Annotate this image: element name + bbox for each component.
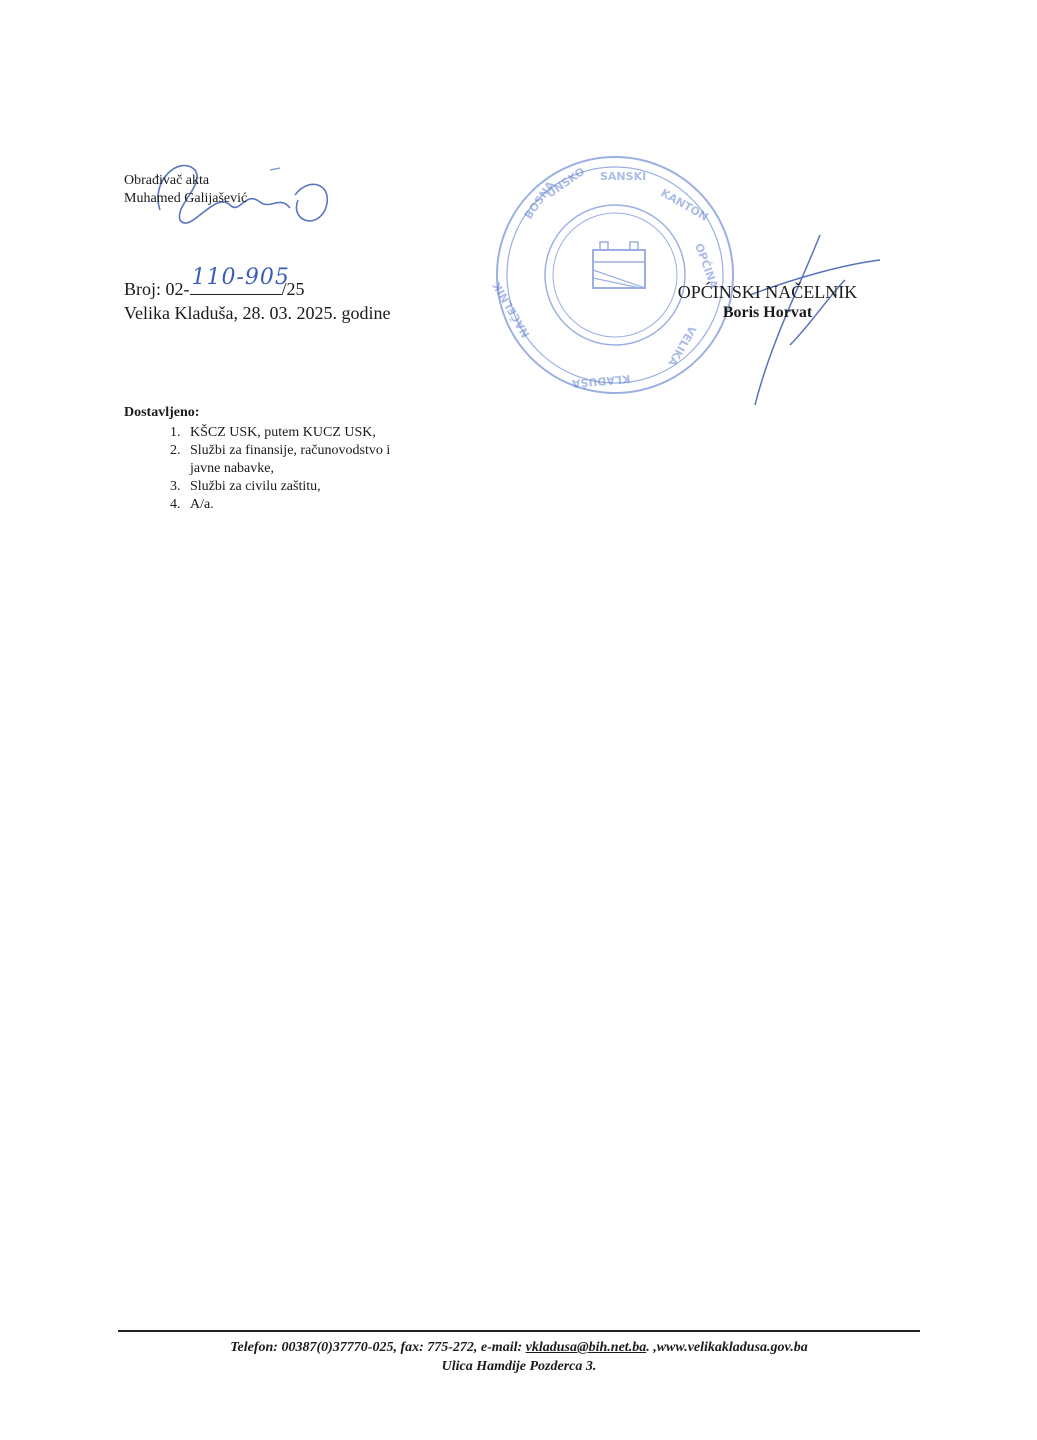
signatory-block [660,281,875,323]
footer-divider [118,1330,920,1332]
delivery-title: Dostavljeno: [124,405,200,420]
ref-number-handwritten: 110-905 [191,265,290,290]
footer-address: Ulica Hamdije Pozderca 3. [441,1359,597,1374]
reference-block [124,265,391,325]
official-seal-icon [490,150,740,400]
footer [118,1338,920,1376]
place-date: Velika Kladuša, 28. 03. 2025. godine [124,303,391,323]
delivery-list-block [124,404,420,514]
svg-text:OPĆINA: OPĆINA [692,241,721,291]
ref-number-prefix: Broj: 02- [124,279,190,299]
preparer-label: Obrađivač akta [124,173,210,188]
signatory-name: Boris Horvat [722,304,813,321]
footer-website: . ,www.velikakladusa.gov.ba [646,1340,808,1355]
svg-text:KLADUŠA: KLADUŠA [571,372,631,391]
preparer-name: Muhamed Galijašević [124,191,248,206]
signatory-title: OPĆINSKI NAČELNIK [677,282,858,302]
footer-email-link[interactable]: vkladusa@bih.net.ba [525,1340,647,1355]
svg-text:NAČELNIK: NAČELNIK [490,279,533,340]
svg-text:VELIKA: VELIKA [665,323,699,369]
preparer-block [124,172,247,208]
footer-contacts: Telefon: 00387(0)37770-025, fax: 775-272, e-mail: [230,1340,526,1355]
ref-number-suffix: /25 [281,279,305,299]
svg-text:KANTON: KANTON [658,186,711,224]
svg-text:UNSKO: UNSKO [544,164,588,201]
svg-text:BOSNA: BOSNA [521,178,558,222]
delivery-list [124,424,420,514]
svg-text:SANSKI: SANSKI [600,170,647,183]
list-item: 3. Službi za civilu zaštitu, [184,478,420,496]
list-item: 2. Službi za finansije, računovodstvo i javne nabavke, [184,442,420,478]
list-item: 1. KŠCZ USK, putem KUCZ USK, [184,424,420,442]
ref-number-blank [190,265,290,295]
list-item: 4. A/a. [184,496,420,514]
